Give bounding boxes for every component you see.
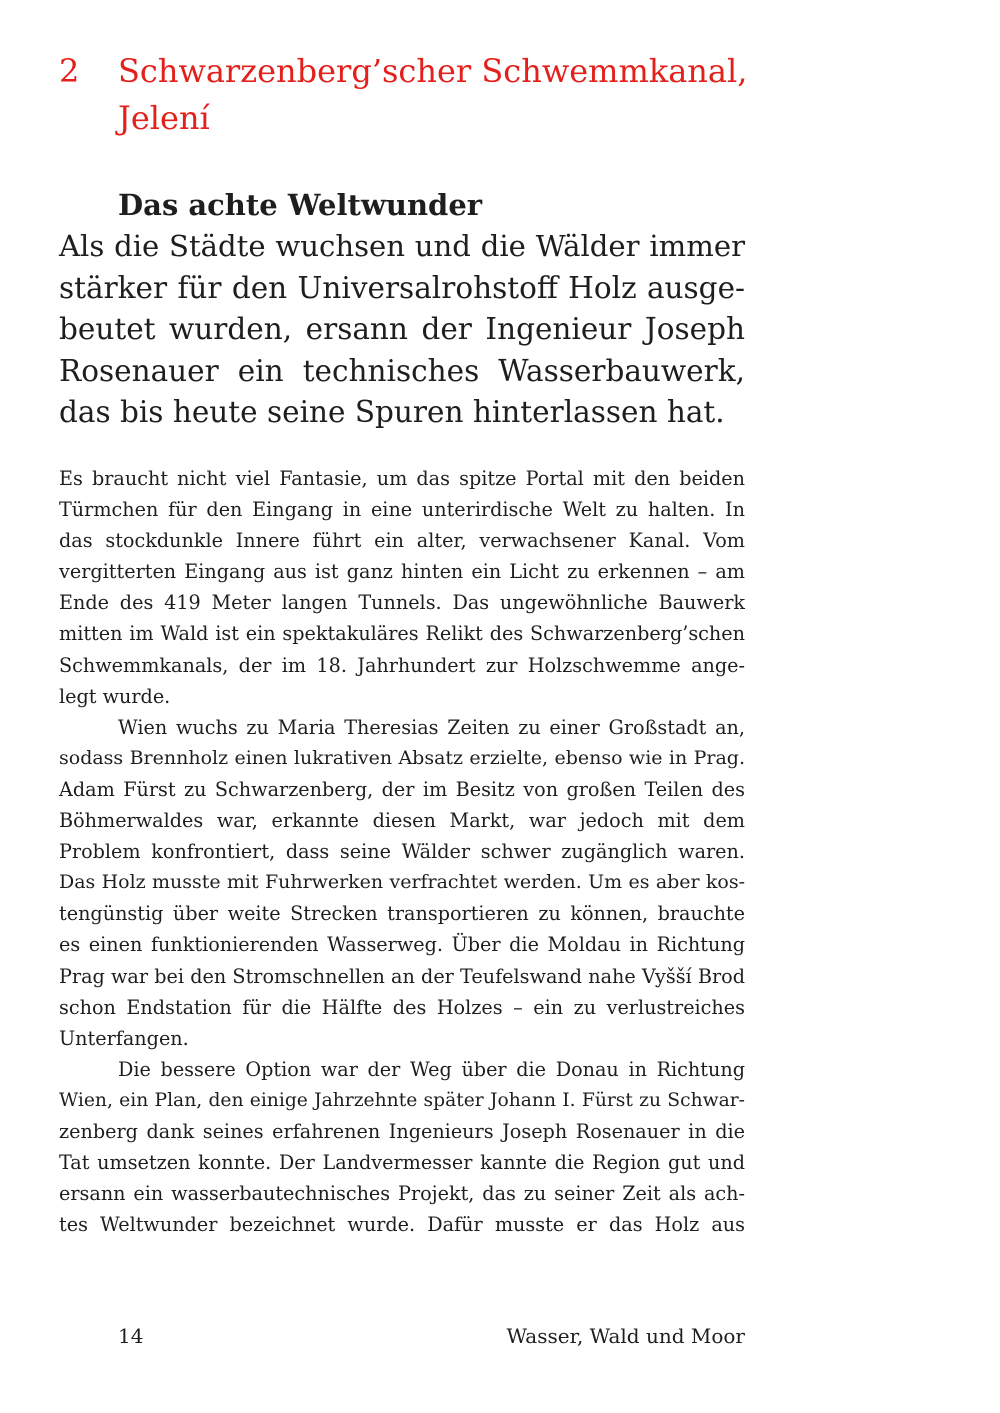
running-footer-title: Wasser, Wald und Moor [506,1324,745,1348]
body-line: Problem konfrontiert, dass seine Wälder schwer zugänglich waren. [59,840,745,864]
body-line: ersann ein wasserbautechnisches Projekt, das zu seiner Zeit als ach- [59,1182,745,1206]
chapter-number: 2 [59,52,80,90]
body-line: mitten im Wald ist ein spektakuläres Relikt des Schwarzenberg’schen [59,622,745,646]
body-line: das stockdunkle Innere führt ein alter, verwachsener Kanal. Vom [59,529,745,553]
body-line: Das Holz musste mit Fuhrwerken verfrachtet werden. Um es aber kos- [59,871,745,894]
body-line: Wien, ein Plan, den einige Jahrzehnte später Johann I. Fürst zu Schwar- [59,1089,745,1111]
body-line: Unterfangen. [59,1026,189,1050]
lead-line: Als die Städte wuchsen und die Wälder immer [59,229,745,263]
lead-line: Rosenauer ein technisches Wasserbauwerk, [59,353,745,388]
body-line: tes Weltwunder bezeichnet wurde. Dafür musste er das Holz aus [59,1213,745,1237]
body-line: tengünstig über weite Strecken transportieren zu können, brauchte [59,902,745,926]
chapter-title-line: Schwarzenberg’scher Schwemmkanal, [118,52,748,90]
body-line: legt wurde. [59,684,171,708]
body-line: sodass Brennholz einen lukrativen Absatz erzielte, ebenso wie in Prag. [59,746,745,769]
lead-line: stärker für den Universalrohstoff Holz ausge- [59,270,745,305]
body-line: Wien wuchs zu Maria Theresias Zeiten zu einer Großstadt an, [118,715,745,739]
body-line: Schwemmkanals, der im 18. Jahrhundert zur Holzschwemme ange- [59,653,745,677]
section-subtitle: Das achte Weltwunder [118,188,483,222]
chapter-title [118,48,798,142]
lead-line: das bis heute seine Spuren hinterlassen hat. [59,395,725,429]
body-line: Adam Fürst zu Schwarzenberg, der im Besitz von großen Teilen des [59,777,745,801]
body-line: Tat umsetzen konnte. Der Landvermesser kannte die Region gut und [59,1151,745,1175]
body-line: Prag war bei den Stromschnellen an der Teufelswand nahe Vyšší Brod [59,964,745,988]
chapter-title-line: Jelení [118,99,210,137]
body-line: Böhmerwaldes war, erkannte diesen Markt, war jedoch mit dem [59,809,745,833]
lead-paragraph [59,226,745,434]
body-line: Ende des 419 Meter langen Tunnels. Das ungewöhnliche Bauwerk [59,591,745,615]
body-line: Die bessere Option war der Weg über die Donau in Richtung [118,1057,745,1081]
body-text [59,463,745,1240]
body-line: Es braucht nicht viel Fantasie, um das spitze Portal mit den beiden [59,467,745,490]
body-line: zenberg dank seines erfahrenen Ingenieurs Joseph Rosenauer in die [59,1119,745,1143]
lead-line: beutet wurden, ersann der Ingenieur Joseph [59,312,745,346]
body-line: vergitterten Eingang aus ist ganz hinten ein Licht zu erkennen – am [59,560,745,584]
body-line: Türmchen für den Eingang in eine unterirdische Welt zu halten. In [59,498,745,522]
body-line: schon Endstation für die Hälfte des Holzes – ein zu verlustreiches [59,995,745,1019]
body-line: es einen funktionierenden Wasserweg. Über die Moldau in Richtung [59,933,745,957]
page-number: 14 [118,1324,144,1348]
